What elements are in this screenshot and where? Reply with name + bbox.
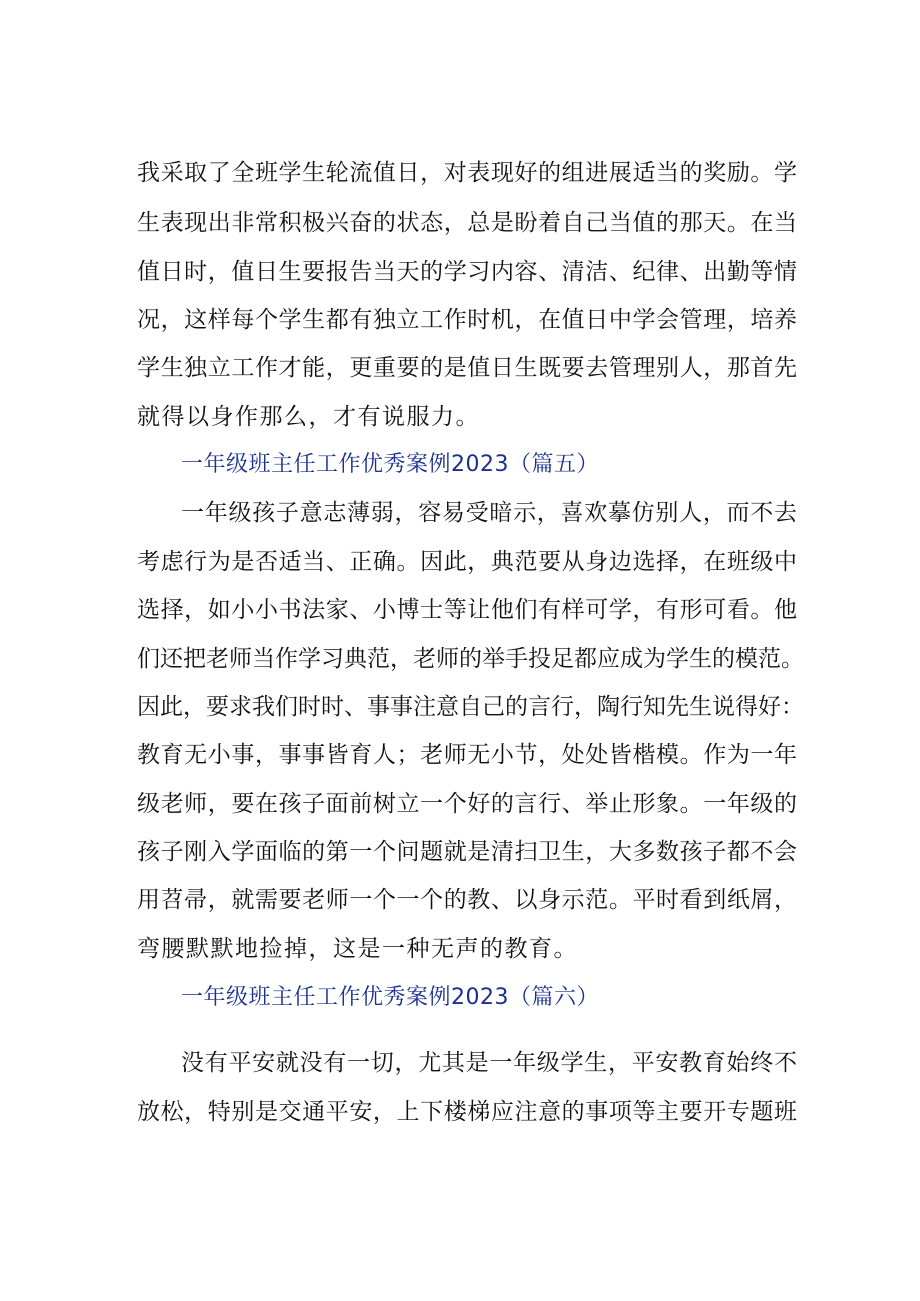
section-heading-6: 一年级班主任工作优秀案例2023（篇六）: [181, 985, 599, 1010]
paragraph-2-line-10: 弯腰默默地捡掉，这是一种无声的教育。: [137, 936, 578, 962]
paragraph-1-line-4: 况，这样每个学生都有独立工作时机，在值日中学会管理，培养: [137, 307, 797, 333]
paragraph-2-line-8: 孩子刚入学面临的第一个问题就是清扫卫生，大多数孩子都不会: [137, 839, 797, 865]
section-heading-5: 一年级班主任工作优秀案例2023（篇五）: [181, 452, 599, 477]
paragraph-2-line-7: 级老师，要在孩子面前树立一个好的言行、举止形象。一年级的: [137, 791, 797, 817]
paragraph-2-line-1: 一年级孩子意志薄弱，容易受暗示，喜欢摹仿别人，而不去: [181, 500, 797, 526]
paragraph-2-line-2: 考虑行为是否适当、正确。因此，典范要从身边选择，在班级中: [137, 549, 797, 575]
paragraph-2-line-4: 们还把老师当作学习典范，老师的举手投足都应成为学生的模范。: [137, 646, 804, 672]
paragraph-2-line-3: 选择，如小小书法家、小博士等让他们有样可学，有形可看。他: [137, 597, 797, 623]
paragraph-1-line-1: 我采取了全班学生轮流值日，对表现好的组进展适当的奖励。学: [137, 160, 797, 186]
paragraph-2-line-6: 教育无小事，事事皆育人；老师无小节，处处皆楷模。作为一年: [137, 742, 797, 768]
paragraph-3-line-2: 放松，特别是交通平安，上下楼梯应注意的事项等主要开专题班: [137, 1099, 797, 1125]
paragraph-2-line-9: 用苕帚，就需要老师一个一个的教、以身示范。平时看到纸屑，: [137, 887, 797, 913]
paragraph-1-line-5: 学生独立工作才能，更重要的是值日生既要去管理别人，那首先: [137, 355, 797, 381]
paragraph-1-line-3: 值日时，值日生要报告当天的学习内容、清洁、纪律、出勤等情: [137, 259, 797, 285]
paragraph-3-line-1: 没有平安就没有一切，尤其是一年级学生，平安教育始终不: [181, 1050, 797, 1076]
paragraph-1-line-2: 生表现出非常积极兴奋的状态，总是盼着自己当值的那天。在当: [137, 210, 797, 236]
paragraph-1-line-6: 就得以身作那么，才有说服力。: [137, 404, 480, 430]
paragraph-2-line-5: 因此，要求我们时时、事事注意自己的言行，陶行知先生说得好：: [137, 694, 804, 720]
